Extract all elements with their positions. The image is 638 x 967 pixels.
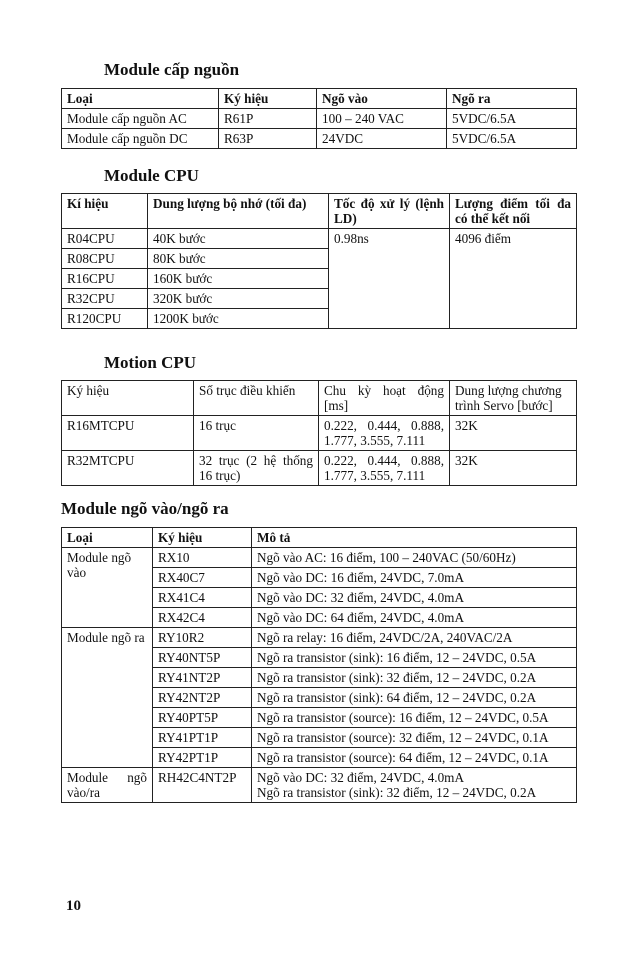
cell: Ngõ ra relay: 16 điểm, 24VDC/2A, 240VAC/2A: [252, 628, 577, 648]
cell: RX41C4: [153, 588, 252, 608]
desc-line: Ngõ vào DC: 32 điểm, 24VDC, 4.0mA: [257, 770, 464, 785]
cell: RY40PT5P: [153, 708, 252, 728]
cpu-module-table: [61, 193, 577, 329]
cell: Ngõ vào DC: 16 điểm, 24VDC, 7.0mA: [252, 568, 577, 588]
cell: Ngõ ra transistor (source): 16 điểm, 12 – 24VDC, 0.5A: [252, 708, 577, 728]
power-module-table: [61, 88, 577, 149]
cell: Ngõ ra transistor (source): 64 điểm, 12 – 24VDC, 0.1A: [252, 748, 577, 768]
table-row: [62, 229, 577, 249]
cell: R16MTCPU: [62, 416, 194, 451]
cell: 0.222, 0.444, 0.888, 1.777, 3.555, 7.111: [319, 451, 450, 486]
col-header: Tốc độ xử lý (lệnh LD): [329, 194, 450, 229]
cell: R61P: [219, 109, 317, 129]
section-title-power: Module cấp nguồn: [104, 60, 240, 79]
table-row: [62, 416, 577, 451]
cell: RH42C4NT2P: [153, 768, 252, 803]
cell: 1200K bước: [148, 309, 329, 329]
type-line: vào/ra: [67, 785, 100, 800]
table-row: [62, 109, 577, 129]
cell: RY10R2: [153, 628, 252, 648]
module-type: [62, 768, 153, 803]
col-header: Ngõ vào: [317, 89, 447, 109]
col-header: Dung lượng bộ nhớ (tối đa): [148, 194, 329, 229]
cell: Ngõ vào AC: 16 điểm, 100 – 240VAC (50/60Hz): [252, 548, 577, 568]
cell: 320K bước: [148, 289, 329, 309]
col-header: Ký hiệu: [62, 381, 194, 416]
col-header: Số trục điều khiển: [194, 381, 319, 416]
io-module-table: [61, 527, 577, 803]
module-type: Module ngõ ra: [62, 628, 153, 768]
col-header: Mô tả: [252, 528, 577, 548]
cell: Ngõ vào DC: 32 điểm, 24VDC, 4.0mA: [252, 588, 577, 608]
cpu-speed: 0.98ns: [329, 229, 450, 329]
page-number: 10: [66, 898, 81, 914]
cell: 32K: [450, 451, 577, 486]
cell: RY40NT5P: [153, 648, 252, 668]
cell: RY41NT2P: [153, 668, 252, 688]
cell: 5VDC/6.5A: [447, 109, 577, 129]
cell: R120CPU: [62, 309, 148, 329]
cell: RX10: [153, 548, 252, 568]
cell: R16CPU: [62, 269, 148, 289]
table-row: [62, 451, 577, 486]
col-header: Lượng điểm tối đa có thể kết nối: [450, 194, 577, 229]
cell: RY42PT1P: [153, 748, 252, 768]
cell: R32CPU: [62, 289, 148, 309]
table-row: [62, 548, 577, 568]
cell: 24VDC: [317, 129, 447, 149]
cell: Ngõ ra transistor (sink): 16 điểm, 12 – 24VDC, 0.5A: [252, 648, 577, 668]
table-row: [62, 768, 577, 803]
col-header: Dung lượng chương trình Servo [bước]: [450, 381, 577, 416]
cell: Ngõ ra transistor (sink): 64 điểm, 12 – 24VDC, 0.2A: [252, 688, 577, 708]
table-row: [62, 628, 577, 648]
cell: 80K bước: [148, 249, 329, 269]
cell: 40K bước: [148, 229, 329, 249]
cell: RY41PT1P: [153, 728, 252, 748]
section-title-cpu: Module CPU: [104, 166, 199, 185]
table-row: [62, 129, 577, 149]
section-title-motion-cpu: Motion CPU: [104, 353, 197, 372]
cell: 5VDC/6.5A: [447, 129, 577, 149]
cell: RX42C4: [153, 608, 252, 628]
cell: Ngõ ra transistor (sink): 32 điểm, 12 – 24VDC, 0.2A: [252, 668, 577, 688]
cell: [252, 768, 577, 803]
cell: Ngõ ra transistor (source): 32 điểm, 12 – 24VDC, 0.1A: [252, 728, 577, 748]
col-header: Ký hiệu: [219, 89, 317, 109]
col-header: Loại: [62, 89, 219, 109]
col-header: Chu kỳ hoạt động [ms]: [319, 381, 450, 416]
cell: RY42NT2P: [153, 688, 252, 708]
cell: R08CPU: [62, 249, 148, 269]
desc-line: Ngõ ra transistor (sink): 32 điểm, 12 – 24VDC, 0.2A: [257, 785, 537, 800]
cpu-points: 4096 điểm: [450, 229, 577, 329]
cell: Module cấp nguồn AC: [62, 109, 219, 129]
col-header: Ký hiệu: [153, 528, 252, 548]
cell: 160K bước: [148, 269, 329, 289]
cell: 32K: [450, 416, 577, 451]
col-header: Ngõ ra: [447, 89, 577, 109]
cell: R32MTCPU: [62, 451, 194, 486]
cell: 16 trục: [194, 416, 319, 451]
col-header: Kí hiệu: [62, 194, 148, 229]
cell: RX40C7: [153, 568, 252, 588]
cell: 0.222, 0.444, 0.888, 1.777, 3.555, 7.111: [319, 416, 450, 451]
module-type: Module ngõ vào: [62, 548, 153, 628]
section-title-io: Module ngõ vào/ngõ ra: [61, 499, 229, 518]
cell: 32 trục (2 hệ thống 16 trục): [194, 451, 319, 486]
type-line: Module ngõ: [67, 770, 147, 785]
cell: Ngõ vào DC: 64 điểm, 24VDC, 4.0mA: [252, 608, 577, 628]
motion-cpu-table: [61, 380, 577, 486]
col-header: Loại: [62, 528, 153, 548]
cell: 100 – 240 VAC: [317, 109, 447, 129]
cell: R63P: [219, 129, 317, 149]
cell: R04CPU: [62, 229, 148, 249]
cell: Module cấp nguồn DC: [62, 129, 219, 149]
